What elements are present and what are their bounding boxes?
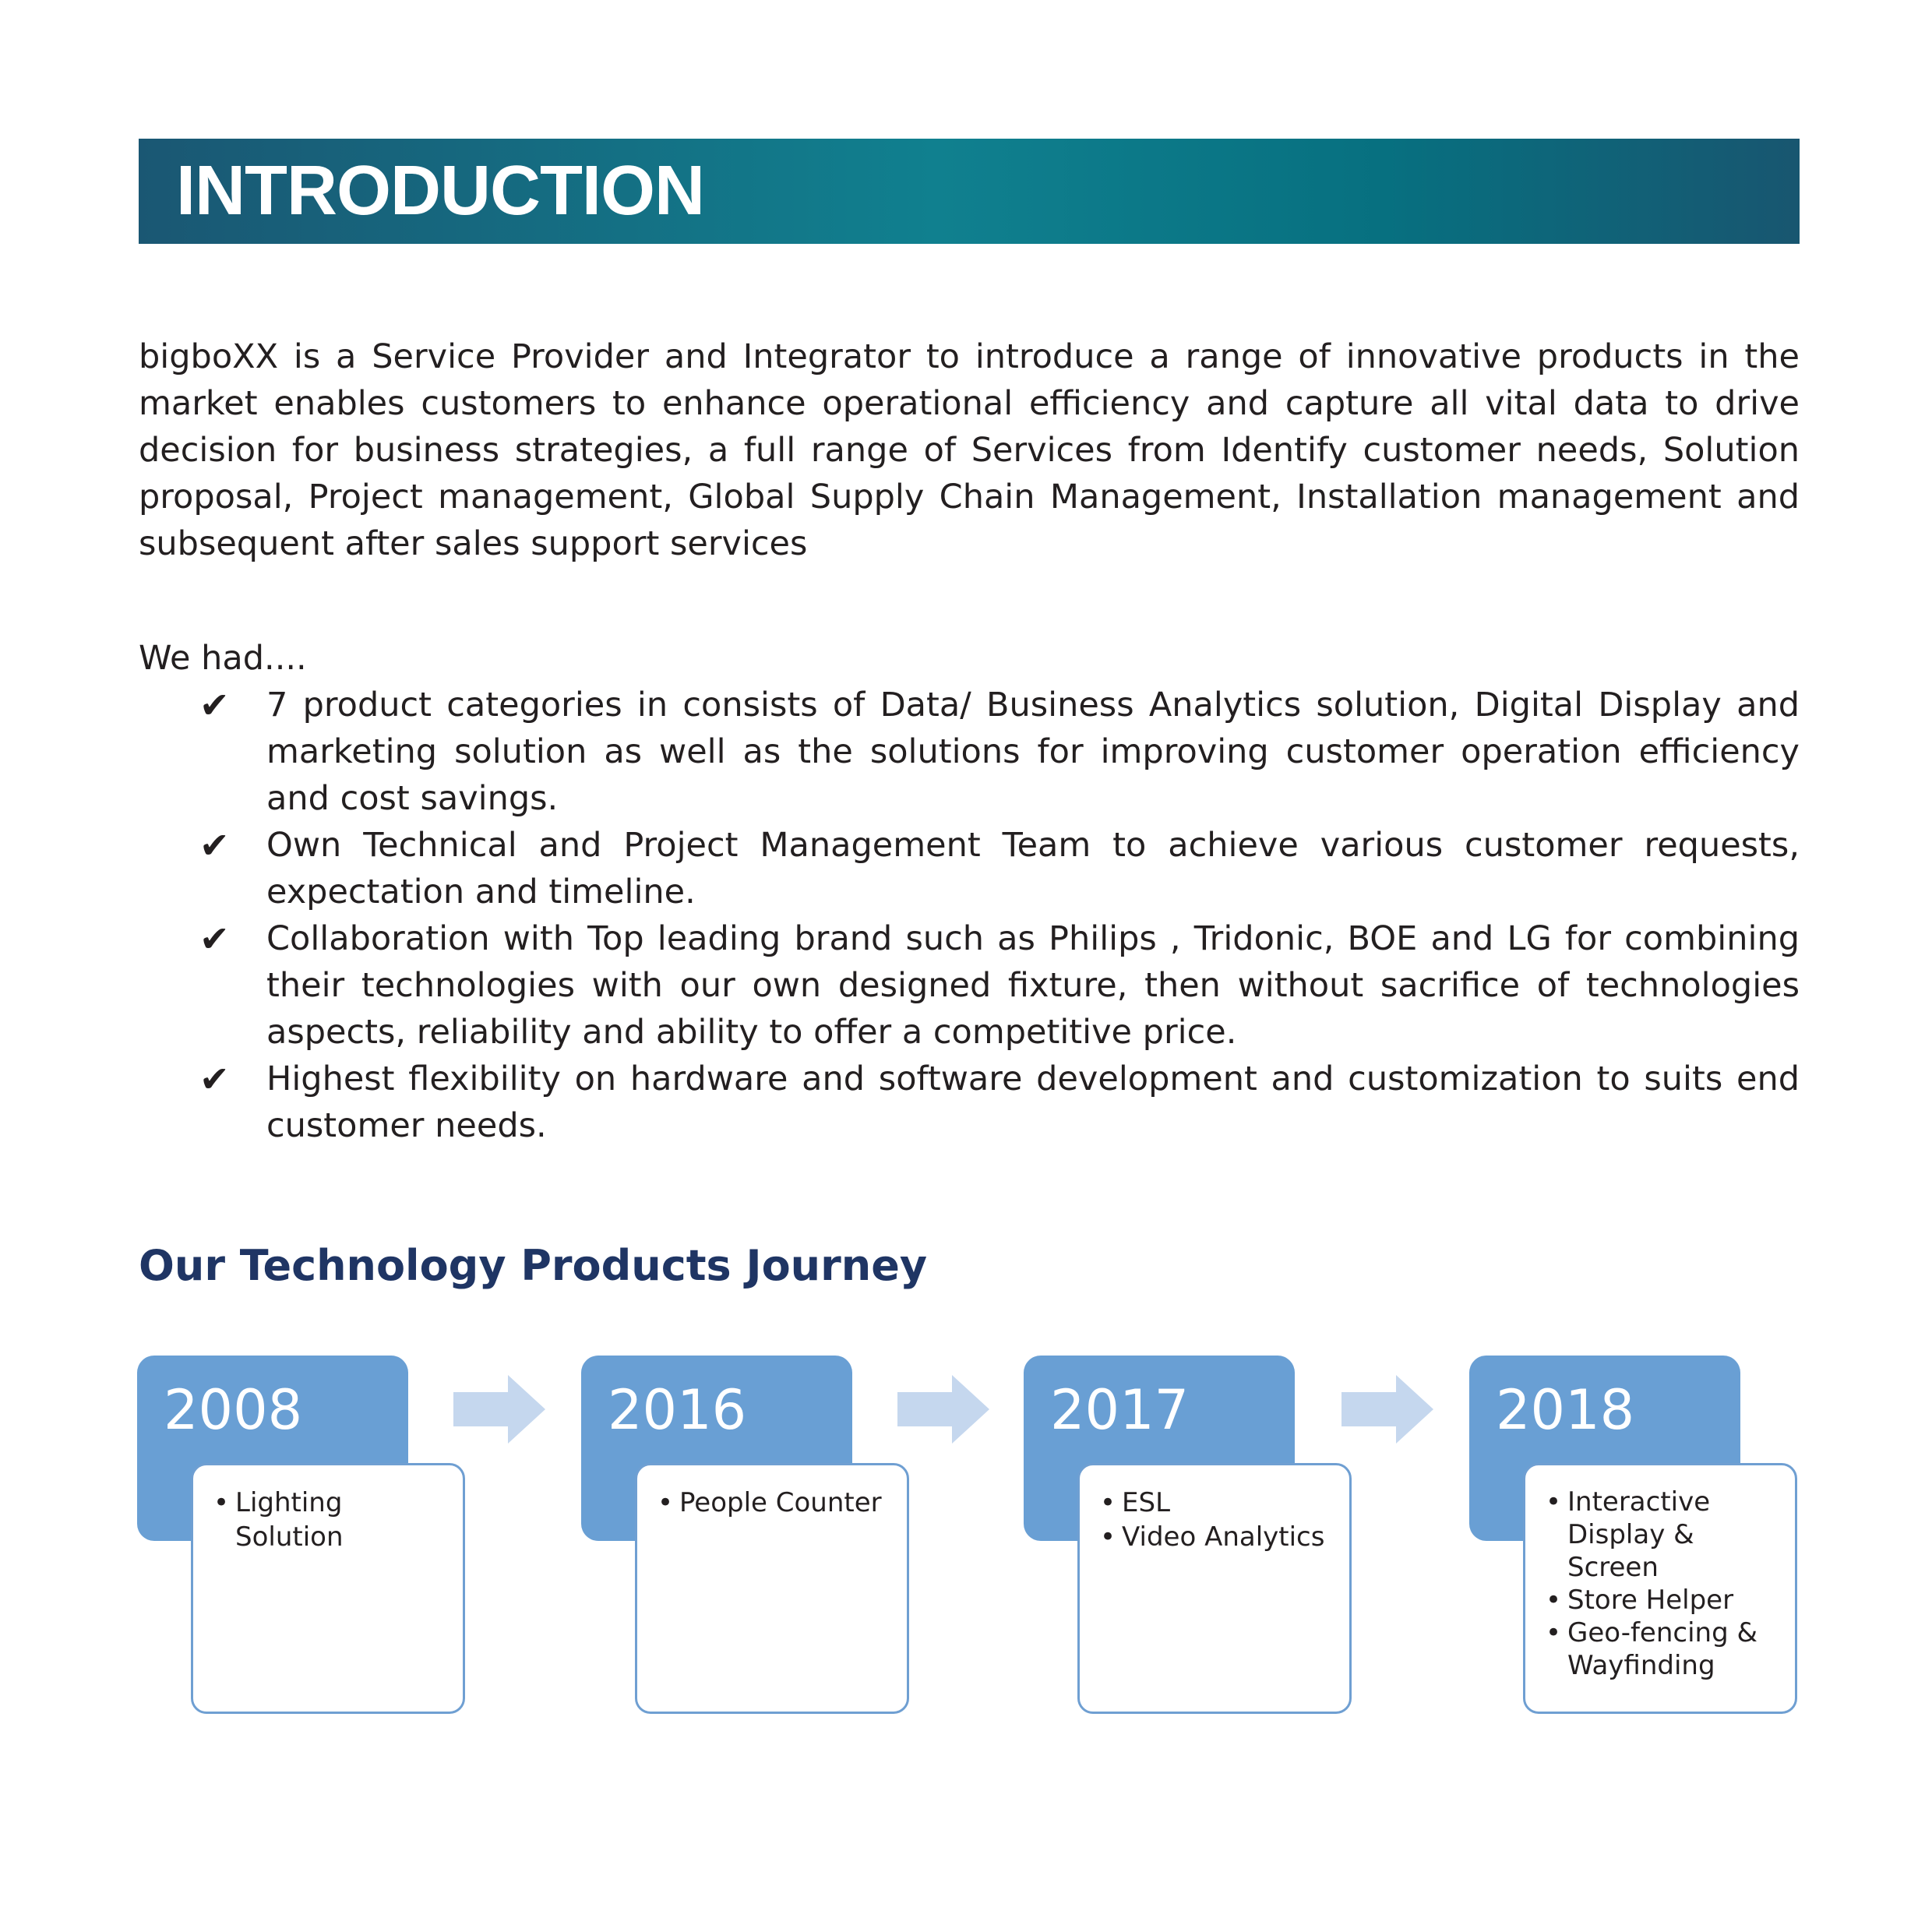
checkmark-icon: ✔ — [199, 1058, 230, 1100]
page-title: INTRODUCTION — [176, 152, 704, 230]
product-item: • Store Helper — [1546, 1585, 1734, 1616]
milestone-products-card — [1077, 1463, 1352, 1714]
highlight-item — [139, 915, 1800, 1056]
milestone-products-card — [191, 1463, 465, 1714]
product-item: • People Counter — [658, 1487, 882, 1518]
header-banner — [139, 139, 1800, 244]
checkmark-icon: ✔ — [199, 684, 230, 726]
bullet-icon: • — [1546, 1486, 1562, 1518]
bullet-icon: • — [658, 1487, 674, 1518]
milestone-year: 2017 — [1050, 1378, 1190, 1442]
bullet-icon: • — [1546, 1585, 1562, 1616]
milestone-year: 2018 — [1496, 1378, 1635, 1442]
product-item: • Geo-fencing & Wayfinding — [1546, 1617, 1757, 1681]
product-item: • Interactive Display & Screen — [1546, 1486, 1711, 1583]
milestone-year: 2016 — [608, 1378, 747, 1442]
bullet-icon: • — [1546, 1617, 1562, 1648]
intro-paragraph: bigboXX is a Service Provider and Integrator to introduce a range of innovative products in the market enables customers to enhance operational efficiency and capture all vital data to drive decision for business strategies, a full range of Services from Identify customer needs, Solution proposal, Project management, Global Supply Chain Management, Installation management and subsequent after sales support services — [139, 337, 1800, 563]
product-item: • ESL — [1100, 1487, 1171, 1518]
highlight-item — [139, 682, 1800, 822]
milestone-products-card — [1523, 1463, 1797, 1714]
highlight-text: Collaboration with Top leading brand such as Philips , Tridonic, BOE and LG for combining their technologies with our own designed fixture, then without sacrifice of technologies aspects, reliability and ability to offer a competitive price. — [266, 919, 1800, 1052]
product-item: • Lighting Solution — [213, 1487, 344, 1553]
bullet-icon: • — [213, 1487, 230, 1518]
bullet-icon: • — [1100, 1521, 1116, 1553]
right-arrow-icon — [1341, 1375, 1433, 1444]
right-arrow-icon — [897, 1375, 989, 1444]
checkmark-icon: ✔ — [199, 824, 230, 866]
checkmark-icon: ✔ — [199, 918, 230, 960]
highlight-item — [139, 1056, 1800, 1149]
highlights-lead: We had.... — [139, 639, 307, 678]
highlight-text: Highest flexibility on hardware and software development and customization to suits end customer needs. — [266, 1059, 1800, 1145]
highlight-item — [139, 822, 1800, 915]
right-arrow-icon — [453, 1375, 545, 1444]
journey-title: Our Technology Products Journey — [139, 1241, 928, 1290]
highlights-list — [139, 682, 1800, 1149]
highlight-text: Own Technical and Project Management Team to achieve various customer requests, expectation and timeline. — [266, 826, 1800, 911]
bullet-icon: • — [1100, 1487, 1116, 1518]
product-item: • Video Analytics — [1100, 1521, 1325, 1553]
highlight-text: 7 product categories in consists of Data/ Business Analytics solution, Digital Display and marketing solution as well as the solutions for improving customer operation efficiency and cost savings. — [266, 686, 1800, 818]
milestone-products-card — [635, 1463, 909, 1714]
milestone-year: 2008 — [164, 1378, 303, 1442]
